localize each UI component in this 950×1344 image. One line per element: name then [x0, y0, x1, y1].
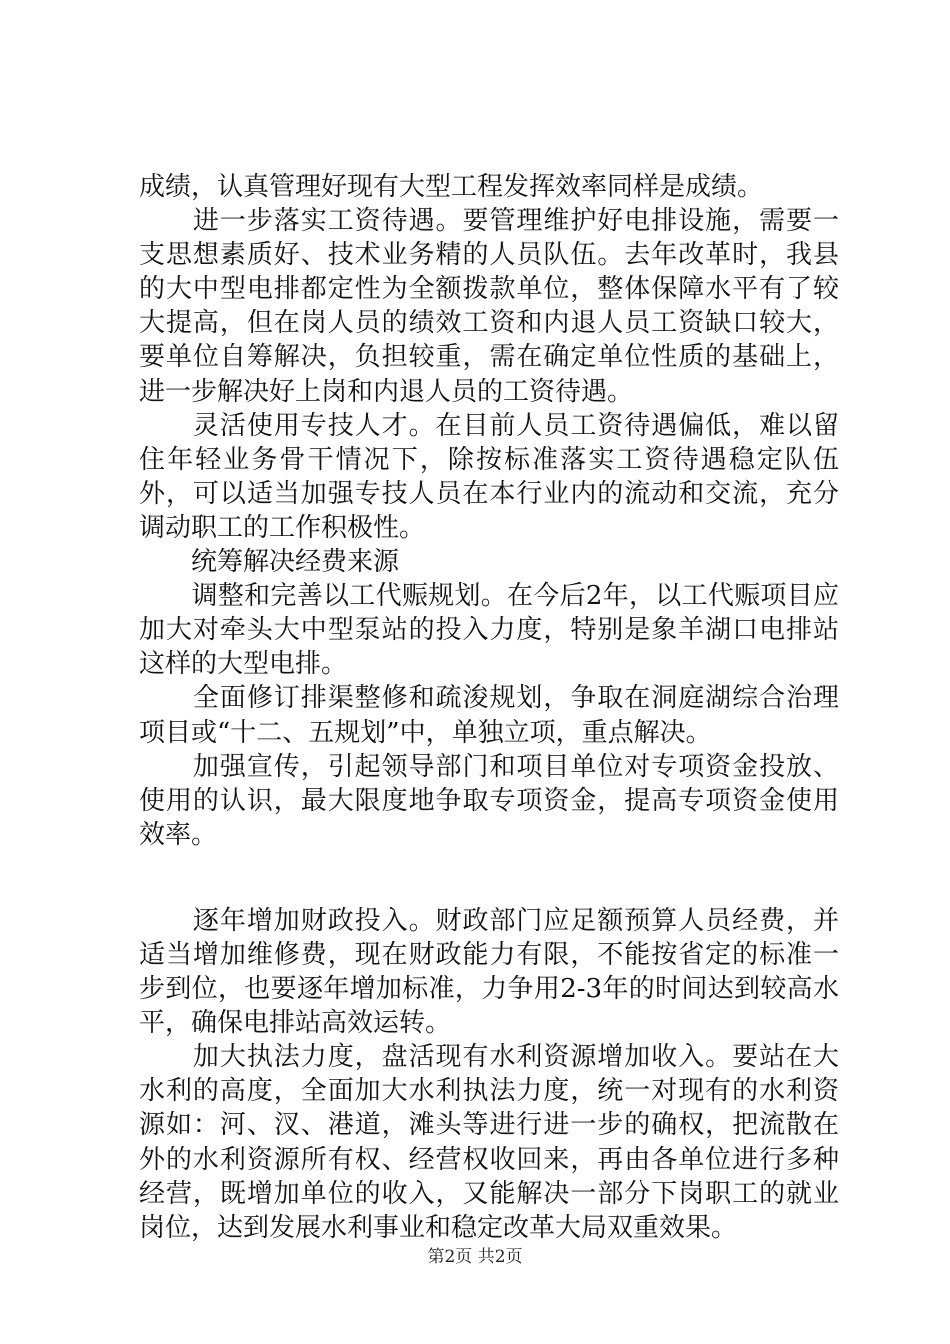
document-body — [139, 170, 839, 1245]
paragraph: 进一步落实工资待遇。要管理维护好电排设施，需要一支思想素质好、技术业务精的人员队伍。去年改革时，我县的大中型电排都定性为全额拨款单位，整体保障水平有了较大提高，但在岗人员的绩效工资和内退人员工资缺口较大，要单位自筹解决，负担较重，需在确定单位性质的基础上，进一步解决好上岗和内退人员的工资待遇。 — [139, 206, 839, 407]
paragraph: 成绩，认真管理好现有大型工程发挥效率同样是成绩。 — [139, 172, 764, 202]
paragraph: 加大执法力度，盘活现有水利资源增加收入。要站在大水利的高度，全面加大水利执法力度，统一对现有的水利资源如：河、汊、港道，滩头等进行进一步的确权，把流散在外的水利资源所有权、经营权收回来，再由各单位进行多种经营，既增加单位的收入，又能解决一部分下岗职工的就业岗位，达到发展水利事业和稳定改革大局双重效果。 — [139, 1042, 839, 1243]
paragraph: 全面修订排渠整修和疏浚规划，争取在洞庭湖综合治理项目或“十二、五规划”中，单独立项，重点解决。 — [139, 683, 839, 748]
page-number-footer: 第2页 共2页 — [427, 1247, 523, 1267]
paragraph: 调整和完善以工代赈规划。在今后2年，以工代赈项目应加大对牵头大中型泵站的投入力度，特别是象羊湖口电排站这样的大型电排。 — [139, 581, 839, 680]
paragraph-spacer — [139, 852, 839, 904]
paragraph: 灵活使用专技人才。在目前人员工资待遇偏低，难以留住年轻业务骨干情况下，除按标准落实工资待遇稳定队伍外，可以适当加强专技人员在本行业内的流动和交流，充分调动职工的工作积极性。 — [139, 410, 839, 543]
paragraph: 加强宣传，引起领导部门和项目单位对专项资金投放、使用的认识，最大限度地争取专项资金，提高专项资金使用效率。 — [139, 751, 839, 850]
paragraph: 逐年增加财政投入。财政部门应足额预算人员经费，并适当增加维修费，现在财政能力有限，不能按省定的标准一步到位，也要逐年增加标准，力争用2-3年的时间达到较高水平，确保电排站高效运转。 — [139, 905, 839, 1039]
section-heading: 统筹解决经费来源 — [139, 547, 400, 578]
